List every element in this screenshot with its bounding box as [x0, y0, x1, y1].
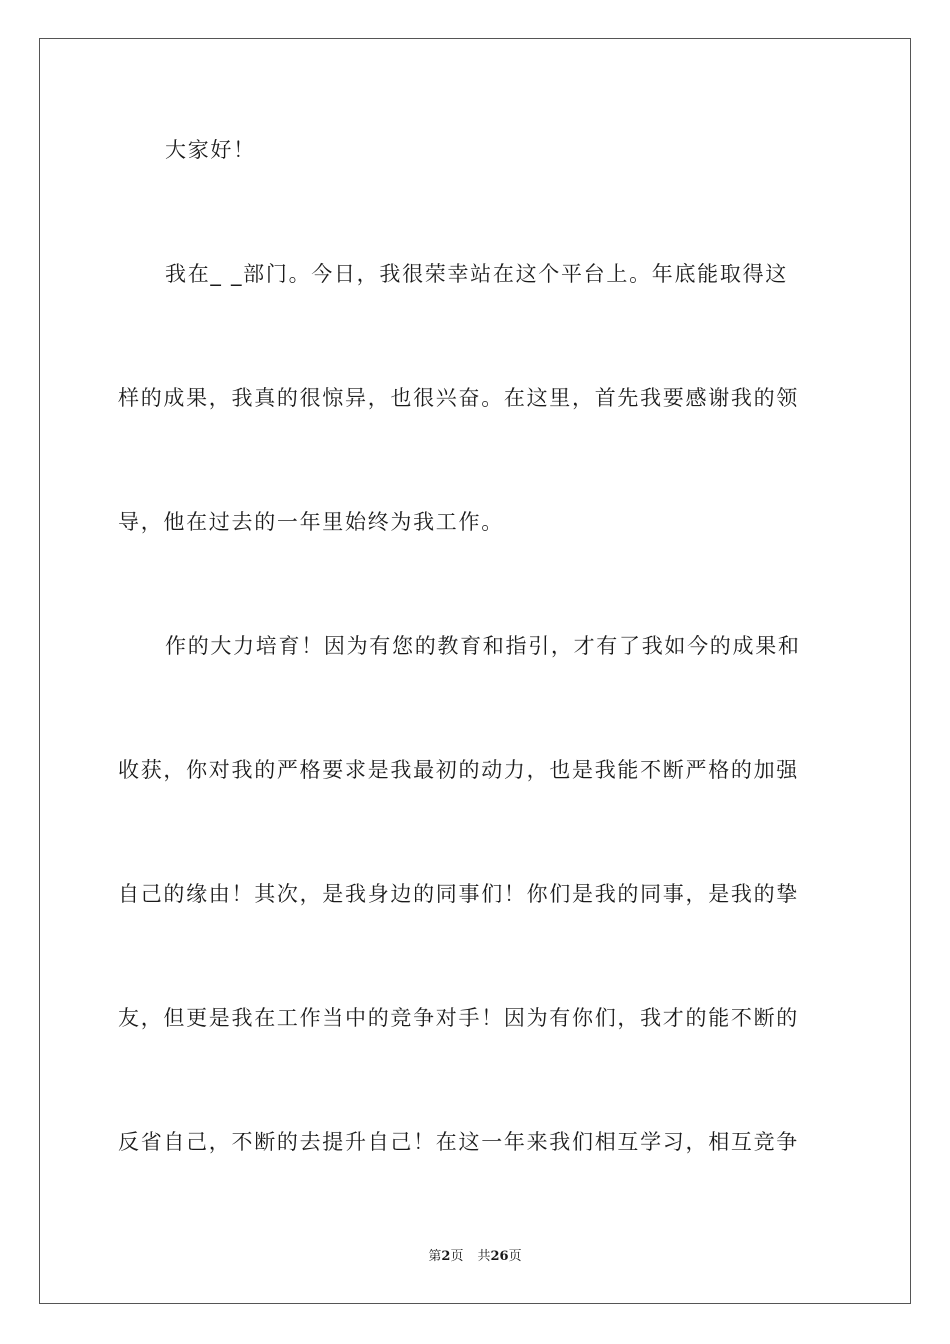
page-number: 2	[441, 1249, 451, 1264]
page-suffix: 页	[450, 1249, 464, 1264]
total-prefix: 共	[477, 1249, 491, 1264]
paragraph-line: 自己的缘由！其次，是我身边的同事们！你们是我的同事，是我的挚	[118, 882, 799, 906]
paragraph-line: 样的成果，我真的很惊异，也很兴奋。在这里，首先我要感谢我的领	[118, 386, 799, 410]
paragraph-line: 作的大力培育！因为有您的教育和指引，才有了我如今的成果和	[165, 634, 801, 658]
paragraph-line: 我在_ _部门。今日，我很荣幸站在这个平台上。年底能取得这	[165, 262, 788, 286]
page-prefix: 第	[428, 1249, 442, 1264]
total-suffix: 页	[508, 1249, 522, 1264]
paragraph-line: 反省自己，不断的去提升自己！在这一年来我们相互学习，相互竞争	[118, 1130, 799, 1154]
page-footer	[0, 1248, 950, 1266]
paragraph-line: 收获，你对我的严格要求是我最初的动力，也是我能不断严格的加强	[118, 758, 799, 782]
paragraph-line: 友，但更是我在工作当中的竞争对手！因为有你们，我才的能不断的	[118, 1006, 799, 1030]
greeting-line: 大家好！	[165, 138, 256, 162]
total-pages: 26	[490, 1249, 509, 1264]
paragraph-line: 导，他在过去的一年里始终为我工作。	[118, 510, 504, 534]
page-frame	[39, 38, 911, 1304]
